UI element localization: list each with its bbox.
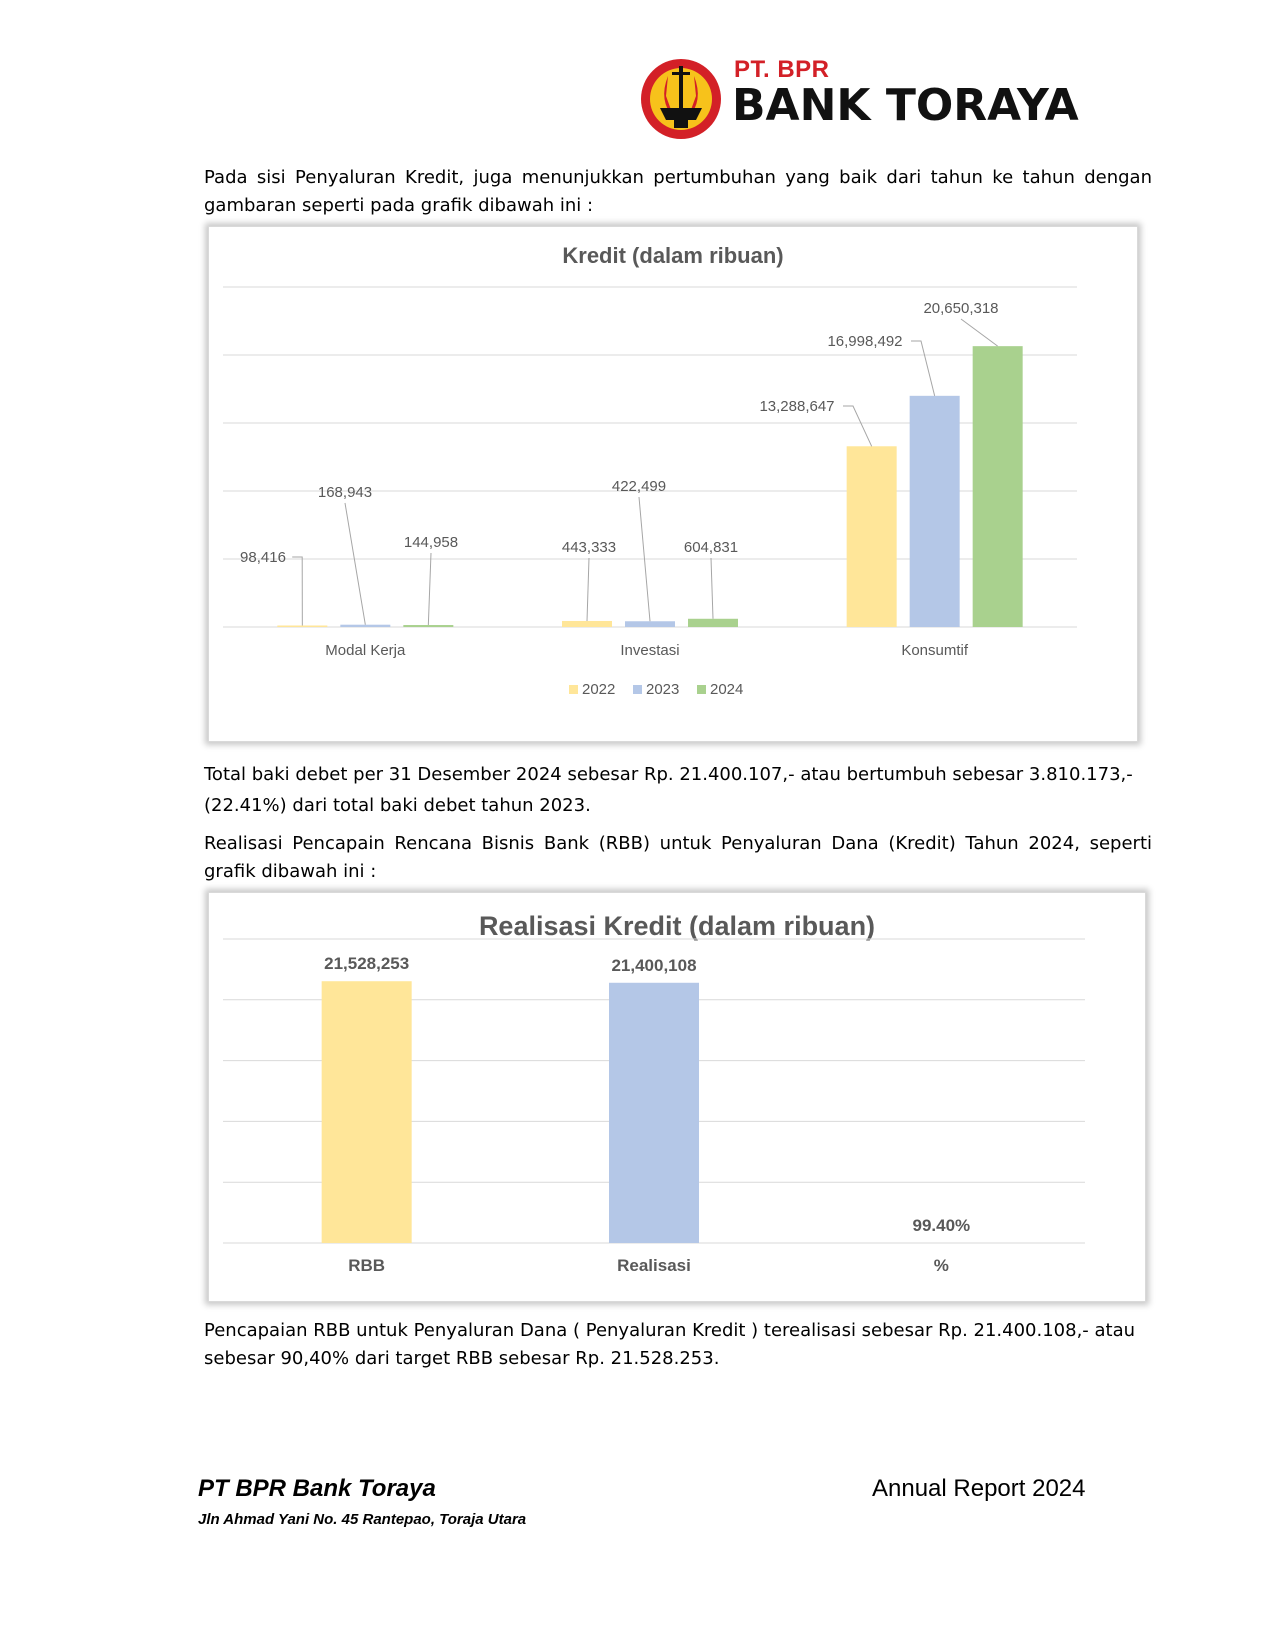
bar-2022 [277, 626, 327, 628]
legend-swatch-2024 [697, 685, 706, 694]
data-label: 98,416 [240, 549, 286, 566]
bar-2022 [562, 621, 612, 627]
category-label: Modal Kerja [325, 642, 406, 659]
legend-label: 2023 [646, 681, 680, 698]
leader-line [428, 553, 431, 625]
bar-2023 [340, 625, 390, 627]
footer-report-title: Annual Report 2024 [872, 1475, 1086, 1502]
category-label: Realisasi [617, 1256, 691, 1275]
bar-2024 [403, 625, 453, 627]
footer-company: PT BPR Bank Toraya [198, 1475, 436, 1502]
legend-swatch-2022 [569, 685, 578, 694]
category-label: Konsumtif [901, 642, 969, 659]
paragraph-intro: Pada sisi Penyaluran Kredit, juga menunjukkan pertumbuhan yang baik dari tahun ke tahun dengan gambaran seperti pada grafik dibawah ini : [204, 167, 1152, 216]
legend-label: 2022 [582, 681, 616, 698]
bar-2022 [847, 446, 897, 627]
data-label: 20,650,318 [923, 300, 999, 317]
category-label: % [933, 1256, 949, 1275]
bar-2024 [973, 346, 1023, 627]
kredit-chart-title: Kredit (dalam ribuan) [562, 243, 784, 268]
legend-label: 2024 [710, 681, 744, 698]
logo-line-1: PT. BPR [734, 56, 830, 83]
bar-rbb [322, 981, 412, 1243]
data-label: 443,333 [561, 539, 617, 556]
bank-emblem-icon [638, 56, 724, 142]
bar-realisasi [609, 983, 699, 1243]
footer-address: Jln Ahmad Yani No. 45 Rantepao, Toraja Utara [198, 1511, 527, 1528]
kredit-chart-frame [208, 226, 1138, 742]
leader-line [961, 319, 998, 346]
bar-2024 [688, 619, 738, 627]
data-label: 21,400,108 [611, 955, 697, 975]
data-label: 422,499 [611, 478, 667, 495]
category-label: Investasi [620, 642, 680, 659]
bar-2023 [910, 396, 960, 627]
paragraph-rbb-result: Pencapaian RBB untuk Penyaluran Dana ( Penyaluran Kredit ) terealisasi sebesar Rp. 21.400.108,- atau sebesar 90,40% dari target RBB sebesar Rp. 21.528.253. [204, 1320, 1136, 1369]
leader-line [345, 503, 365, 625]
leader-line [587, 558, 589, 621]
leader-line [911, 341, 935, 396]
data-label: 604,831 [683, 539, 739, 556]
paragraph-rbb-intro: Realisasi Pencapain Rencana Bisnis Bank (RBB) untuk Penyaluran Dana (Kredit) Tahun 2024, seperti grafik dibawah ini : [204, 833, 1152, 882]
realisasi-chart-frame [208, 892, 1146, 1302]
data-label: 16,998,492 [827, 333, 903, 350]
leader-line [711, 558, 713, 619]
data-label: 99.40% [912, 1216, 971, 1235]
kredit-chart [209, 227, 1137, 741]
data-label: 21,528,253 [324, 954, 410, 974]
realisasi-chart [209, 893, 1145, 1301]
data-label: 13,288,647 [759, 398, 835, 415]
leader-line [843, 406, 872, 446]
bank-logo [638, 56, 1078, 142]
paragraph-baki-debet: Total baki debet per 31 Desember 2024 sebesar Rp. 21.400.107,- atau bertumbuh sebesar 3.810.173,- (22.41%) dari total baki debet tahun 2023. [204, 764, 1133, 816]
logo-line-2: BANK TORAYA [732, 80, 1079, 131]
leader-line [292, 557, 302, 626]
legend-swatch-2023 [633, 685, 642, 694]
data-label: 168,943 [317, 484, 373, 501]
category-label: RBB [348, 1256, 386, 1275]
realisasi-chart-title: Realisasi Kredit (dalam ribuan) [478, 911, 876, 941]
bar-2023 [625, 621, 675, 627]
data-label: 144,958 [403, 534, 459, 551]
